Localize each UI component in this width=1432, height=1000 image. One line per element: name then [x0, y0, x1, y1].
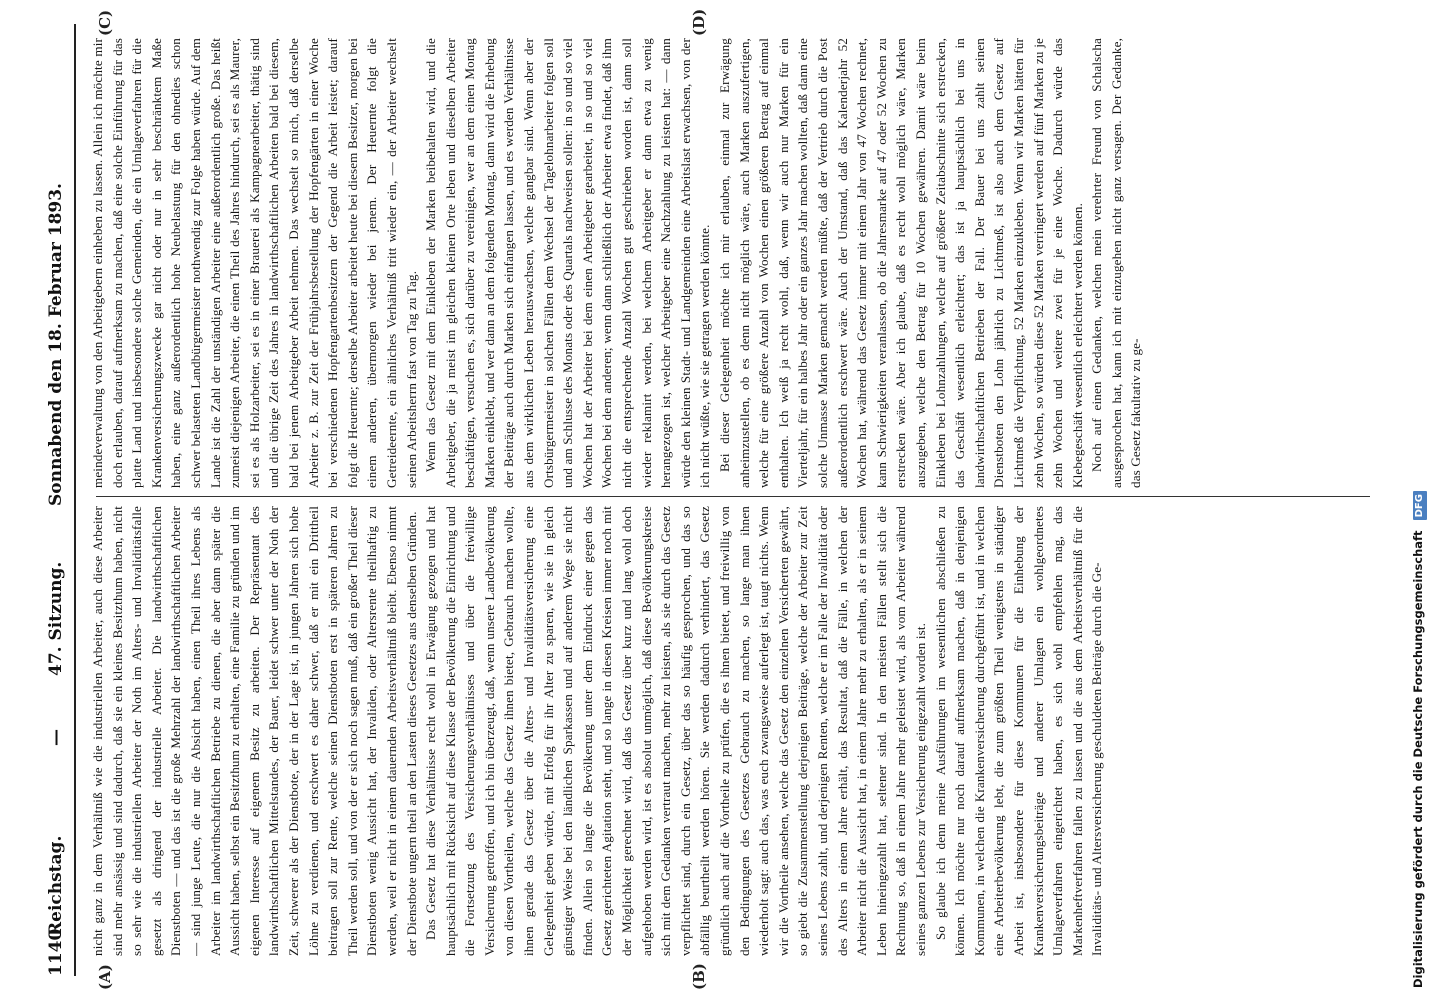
session-date: Sonnabend den 18. Februar 1893. [46, 183, 66, 506]
paragraph: Wenn das Gesetz mit dem Einkleben der Marken beibehalten wird, und die Arbeitgeber, die ja meist im gleichen kleinen Orte leben und dieselben Arbeiter beschäftigen, versuchen es, sich darüber zu vereinigen, wer an dem einen Montag Marken einklebt, und wer dann an dem folgenden Montag, dann wird die Erhebung der Beiträge auch durch Marken sich einfangen lassen, und es werden Verhältnisse aus dem wirklichen Leben herauswachsen, welche gangbar sind. Wenn aber der Ortsbürgermeister in solchen Fällen dem Wechsel der Tagelohnarbeiter folgen soll und am Schlusse des Monats oder des Quartals nachweisen sollen: in so und so viel Wochen hat der Arbeiter bei dem einen Arbeitgeber gearbeitet, in so und so viel Wochen bei dem anderen; wenn dann schließlich der Arbeiter etwa findet, daß ihm nicht die entsprechende Anzahl Wochen gut geschrieben worden ist, dann soll wieder reklamirt werden, bei welchem Arbeitgeber er dann etwa zu wenig herangezogen ist, welcher Arbeitgeber eine Nachzahlung zu leisten hat: — dann würde den kleinen Stadt- und Landgemeinden eine Arbeitslast erwachsen, von der ich nicht wüßte, wie sie getragen werden könnte. [423, 38, 713, 488]
paragraph: Das Gesetz hat diese Verhältnisse recht wohl in Erwägung gezogen und hat hauptsächlich mit Rücksicht auf diese Klasse der Bevölkerung die Einrichtung und die Fortsetzung des Versicherungsverhältnisses und über die freiwillige Versicherung getroffen, und ich bin überzeugt, daß, wenn unsere Landbevölkerung von diesen Vortheilen, welche das Gesetz ihnen bietet, Gebrauch machen wollte, ihnen gerade das Gesetz über die Alters- und Invaliditätsversicherung eine Gelegenheit geben würde, mit Erfolg für ihr Alter zu sparen, wie sie in gleich günstiger Weise bei den ländlichen Sparkassen und auf anderem Wege sie nicht finden. Allein so lange die Bevölkerung unter dem Eindruck einer gegen das Gesetz gerichteten Agitation steht, und so lange in diesen Kreisen immer noch mit der Möglichkeit gerechnet wird, daß das Gesetz über kurz und lang wohl doch aufgehoben werden wird, ist es absolut unmöglich, daß diese Bevölkerungskreise sich mit dem Gedanken vertraut machen, mehr zu leisten, als sie durch das Gesetz verpflichtet sind, durch ein Gesetz, über das so häufig gesprochen, und das so abfällig beurtheilt werden hören. Sie werden dadurch verhindert, das Gesetz gründlich auch auf die Vortheile zu prüfen, die es ihnen bietet, und freiwillig von den Bedingungen des Gesetzes Gebrauch zu machen, so lange man ihnen wiederholt sagt: auch das, was euch zwangsweise auferlegt ist, taugt nichts. Wenn wir die Vortheile ansehen, welche das Gesetz den einzelnen Versicherten gewährt, so giebt die Zusammenstellung derjenigen Beiträge, welche der Arbeiter zur Zeit seines Lebens zahlt, und derjenigen Renten, welche er im Falle der Invalidität oder des Alters in einem Jahre erhält, das Resultat, daß die Fälle, in welchen der Arbeiter nicht die Aussicht hat, in einem Jahre mehr zu erhalten, als er in seinem Leben hineingezahlt hat, seltener sind. In den meisten Fällen stellt sich die Rechnung so, daß in einem Jahre mehr geleistet wird, als vom Arbeiter während seines ganzen Lebens zur Versicherung eingezahlt worden ist. [423, 506, 928, 956]
paragraph: Noch auf einen Gedanken, welchen mein verehrter Freund von Schalscha ausgesprochen hat, kann ich mit einzugehen nicht ganz versagen. Der Gedanke, das Gesetz fakultativ zu ge- [1089, 38, 1144, 488]
margin-mark-b: (B) [690, 963, 708, 990]
session-label: 47. Sitzung. [46, 561, 66, 676]
paragraph: So glaube ich denn meine Ausführungen im wesentlichen abschließen zu können. Ich möchte nur noch darauf aufmerksam machen, daß in denjenigen Kommunen, in welchen die Krankenversicherung durchgeführt ist, und in welchen eine Arbeiterbevölkerung lebt, die zum größten Theil wenigstens in ständiger Arbeit ist, insbesondere für diese Kommunen für die Einhebung der Krankenversicherungsbeiträge und anderer Umlagen ein wohlgeordnetes Umlageverfahren eingerichtet haben, es sich wohl empfehlen mag, das Markenheftverfahren fallen zu lassen und die aus dem Arbeitsverhältniß für die Invaliditäts- und Altersversicherung geschuldeten Beiträge durch die Ge- [932, 506, 1105, 956]
digitization-credit [1408, 0, 1428, 1000]
column-divider [96, 496, 1370, 497]
dfg-logo: DFG [1413, 491, 1427, 520]
header-separator: — [46, 727, 66, 746]
margin-mark-a: (A) [96, 964, 114, 990]
text-column-left [88, 506, 1380, 956]
margin-mark-d: (D) [690, 8, 708, 36]
page-header [40, 24, 76, 976]
margin-mark-c: (C) [96, 9, 114, 36]
publication-name: Reichstag. [46, 835, 66, 936]
text-column-right [88, 38, 1380, 488]
paragraph: Bei dieser Gelegenheit möchte ich mir erlauben, einmal zur Erwägung anheimzustellen, ob es denn nicht möglich wäre, auch Marken auszufertigen, welche für eine größere Anzahl von Wochen einen größeren Betrag auf einmal enthalten. Ich weiß ja recht wohl, daß, wenn wir auch nur Marken für ein Vierteljahr, für ein halbes Jahr oder ein ganzes Jahr machen wollten, daß dann eine solche Unmasse Marken gemacht werden müßte, daß der Vertrieb durch die Post außerordentlich erschwert wäre. Auch der Umstand, daß das Kalenderjahr 52 Wochen hat, während das Gesetz immer mit einem Jahr von 47 Wochen rechnet, kann Schwierigkeiten veranlassen, ob die Jahresmarke auf 47 oder 52 Wochen zu erstrecken wäre. Aber ich glaube, daß es recht wohl möglich wäre, Marken auszugeben, welche den Betrag für 10 Wochen gewähren. Damit wäre beim Einkleben bei Lohnzahlungen, welche auf größere Zeitabschnitte sich erstrecken, das Geschäft wesentlich erleichtert; das ist ja hauptsächlich bei uns in landwirthschaftlichen Betrieben der Fall. Der Bauer bei uns zahlt seinen Dienstboten den Lohn jährlich zu Lichtmeß, ist also auch dem Gesetz auf Lichtmeß die Verpflichtung, 52 Marken einzukleben. Wenn wir Marken hätten für zehn Wochen, so würden diese 52 Marken verringert werden auf fünf Marken zu je zehn Wochen und weitere zwei für je eine Woche. Dadurch würde das Klebegeschäft wesentlich erleichtert werden können. [717, 38, 1085, 488]
paragraph: meindeverwaltung von den Arbeitgebern einheben zu lassen. Allein ich möchte mir doch erlauben, darauf aufmerksam zu machen, daß eine solche Einführung für das platte Land und insbesondere solche Gemeinden, die ein Umlageverfahren für die Krankenversicherungszwecke gar nicht oder nur in sehr beschränktem Maße haben, eine ganz außerordentlich hohe Neubelastung für den ohnedies schon schwer belasteten Landbürgermeister nothwendig zur Folge haben würde. Auf dem Lande ist die Zahl der unständigen Arbeiter eine außerordentlich große. Das heißt zumeist diejenigen Arbeiter, die einen Theil des Jahres hindurch, sei es als Maurer, sei es als Holzarbeiter, sei es in einer Brauerei als Kampagnearbeiter, thätig sind und die übrige Zeit des Jahres in landwirthschaftlichen Arbeiten bald bei diesem, bald bei jenem Arbeitgeber Arbeit nehmen. Das wechselt so mich, daß derselbe Arbeiter z. B. zur Zeit der Frühjahrsbestellung der Hopfengärten in einer Woche bei verschiedenen Hopfengartenbesitzern der Gegend die Arbeit leistet; darauf folgt die Heuernte; derselbe Arbeiter arbeitet heute bei diesem Besitzer, morgen bei einem anderen, übermorgen wieder bei jenem. Der Heuernte folgt die Getreideernte, ein ähnliches Verhältniß tritt wieder ein, — der Arbeiter wechselt seinen Arbeitsherrn fast von Tag zu Tag. [90, 38, 419, 488]
digitization-note: Digitalisierung gefördert durch die Deutsche Forschungsgemeinschaft [1411, 530, 1425, 988]
paragraph: nicht ganz in dem Verhältniß wie die industriellen Arbeiter, auch diese Arbeiter sind mehr ansässig und sind dadurch, daß sie ein kleines Besitzthum haben, nicht so sehr wie die industriellen Arbeiter der Noth im Alters- und Invaliditätsfalle gesetzt als dringend der industrielle Arbeiter. Die landwirthschaftlichen Dienstboten — und das ist die große Mehrzahl der landwirthschaftlichen Arbeiter — sind junge Leute, die nur die Absicht haben, einen Theil ihres Lebens als Arbeiter im landwirthschaftlichen Betriebe zu dienen, die aber dann später die Aussicht haben, selbst ein Besitzthum zu erhalten, eine Familie zu gründen und im eigenen Interesse auf eigenem Besitz zu arbeiten. Der Repräsentant des landwirthschaftlichen Mittelstandes, der Bauer, leidet schwer unter der Noth der Zeit, schwerer als der Dienstbote, der in der Lage ist, in jungen Jahren sich hohe Löhne zu verdienen, und erschwert es daher schwer, daß er mit ein Drittheil beitragen soll zur Rente, welche seinen Dienstboten erst in späteren Jahren zu Theil werden soll, und von der er sich noch sagen muß, daß ein großer Theil dieser Dienstboten wenig Aussicht hat, der Invaliden, oder Altersrente theilhaftig zu werden, weil er nicht in einem dauernden Arbeitsverhältniß bleibt. Ebenso nimmt der Dienstbote ungern theil an den Lasten dieses Gesetzes aus denselben Gründen. [90, 506, 419, 956]
page-number: 1140 [46, 928, 66, 976]
